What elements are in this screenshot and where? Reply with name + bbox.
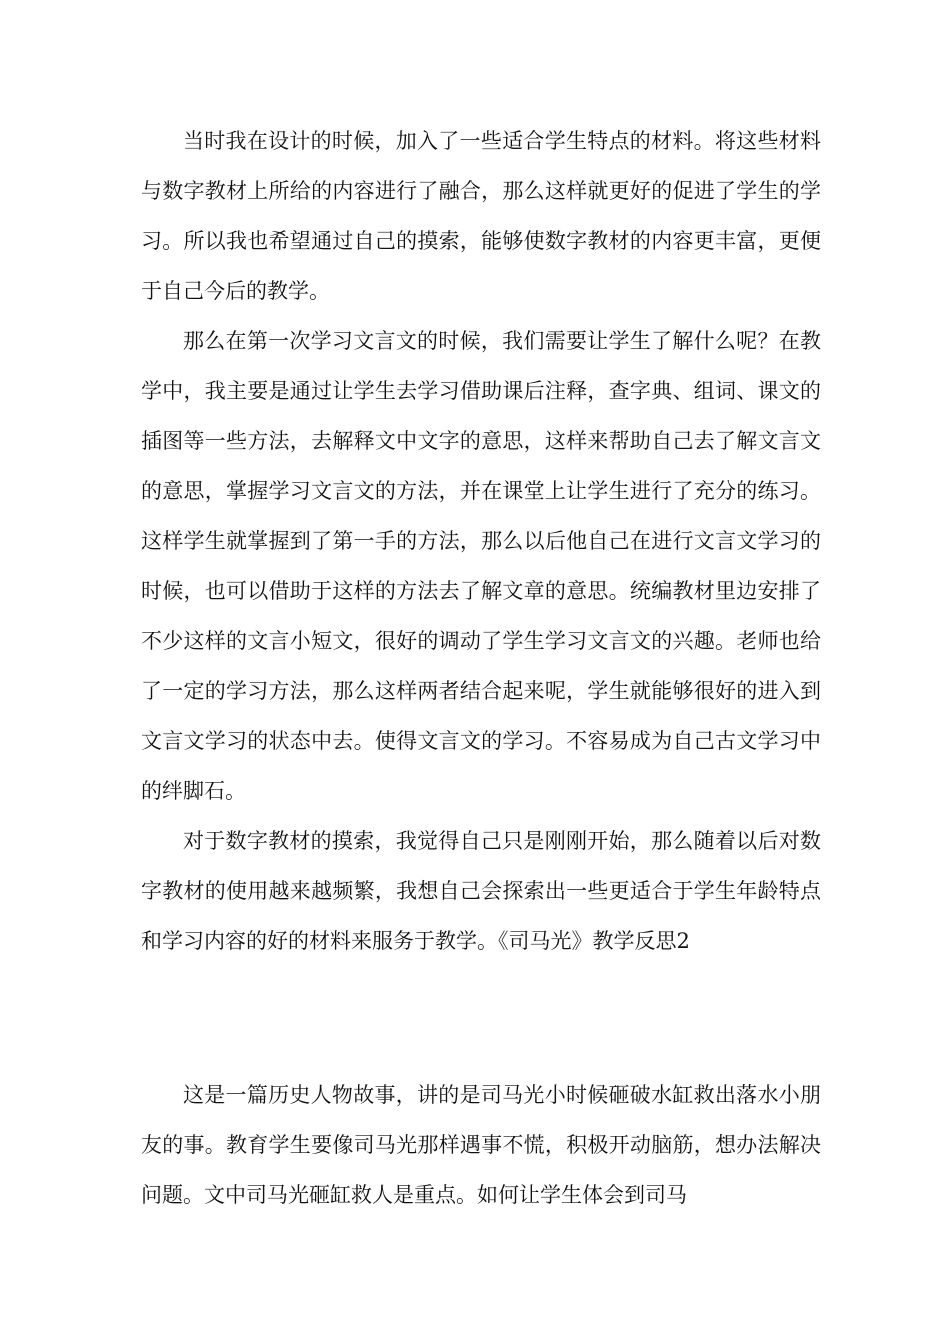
paragraph-2: 那么在第一次学习文言文的时候，我们需要让学生了解什么呢？在教学中，我主要是通过让学生去学习借助课后注释，查字典、组词、课文的插图等一些方法，去解释文中文字的意思，这样来帮助自己去了解文言文的意思，掌握学习文言文的方法，并在课堂上让学生进行了充分的练习。这样学生就掌握到了第一手的方法，那么以后他自己在进行文言文学习的时候，也可以借助于这样的方法去了解文章的意思。统编教材里边安排了不少这样的文言小短文，很好的调动了学生学习文言文的兴趣。老师也给了一定的学习方法，那么这样两者结合起来呢，学生就能够很好的进入到文言文学习的状态中去。使得文言文的学习。不容易成为自己古文学习中的绊脚石。 [141, 329, 821, 803]
paragraph-3: 对于数字教材的摸索，我觉得自己只是刚刚开始，那么随着以后对数字教材的使用越来越频繁，我想自己会探索出一些更适合于学生年龄特点和学习内容的好的材料来服务于教学。《司马光》教学反思2 [141, 829, 821, 953]
paragraph-4: 这是一篇历史人物故事，讲的是司马光小时候砸破水缸救出落水小朋友的事。教育学生要像司马光那样遇事不慌，积极开动脑筋，想办法解决问题。文中司马光砸缸救人是重点。如何让学生体会到司马 [141, 1083, 821, 1207]
paragraph-1: 当时我在设计的时候，加入了一些适合学生特点的材料。将这些材料与数字教材上所给的内容进行了融合，那么这样就更好的促进了学生的学习。所以我也希望通过自己的摸索，能够使数字教材的内容更丰富，更便于自己今后的教学。 [141, 129, 821, 303]
